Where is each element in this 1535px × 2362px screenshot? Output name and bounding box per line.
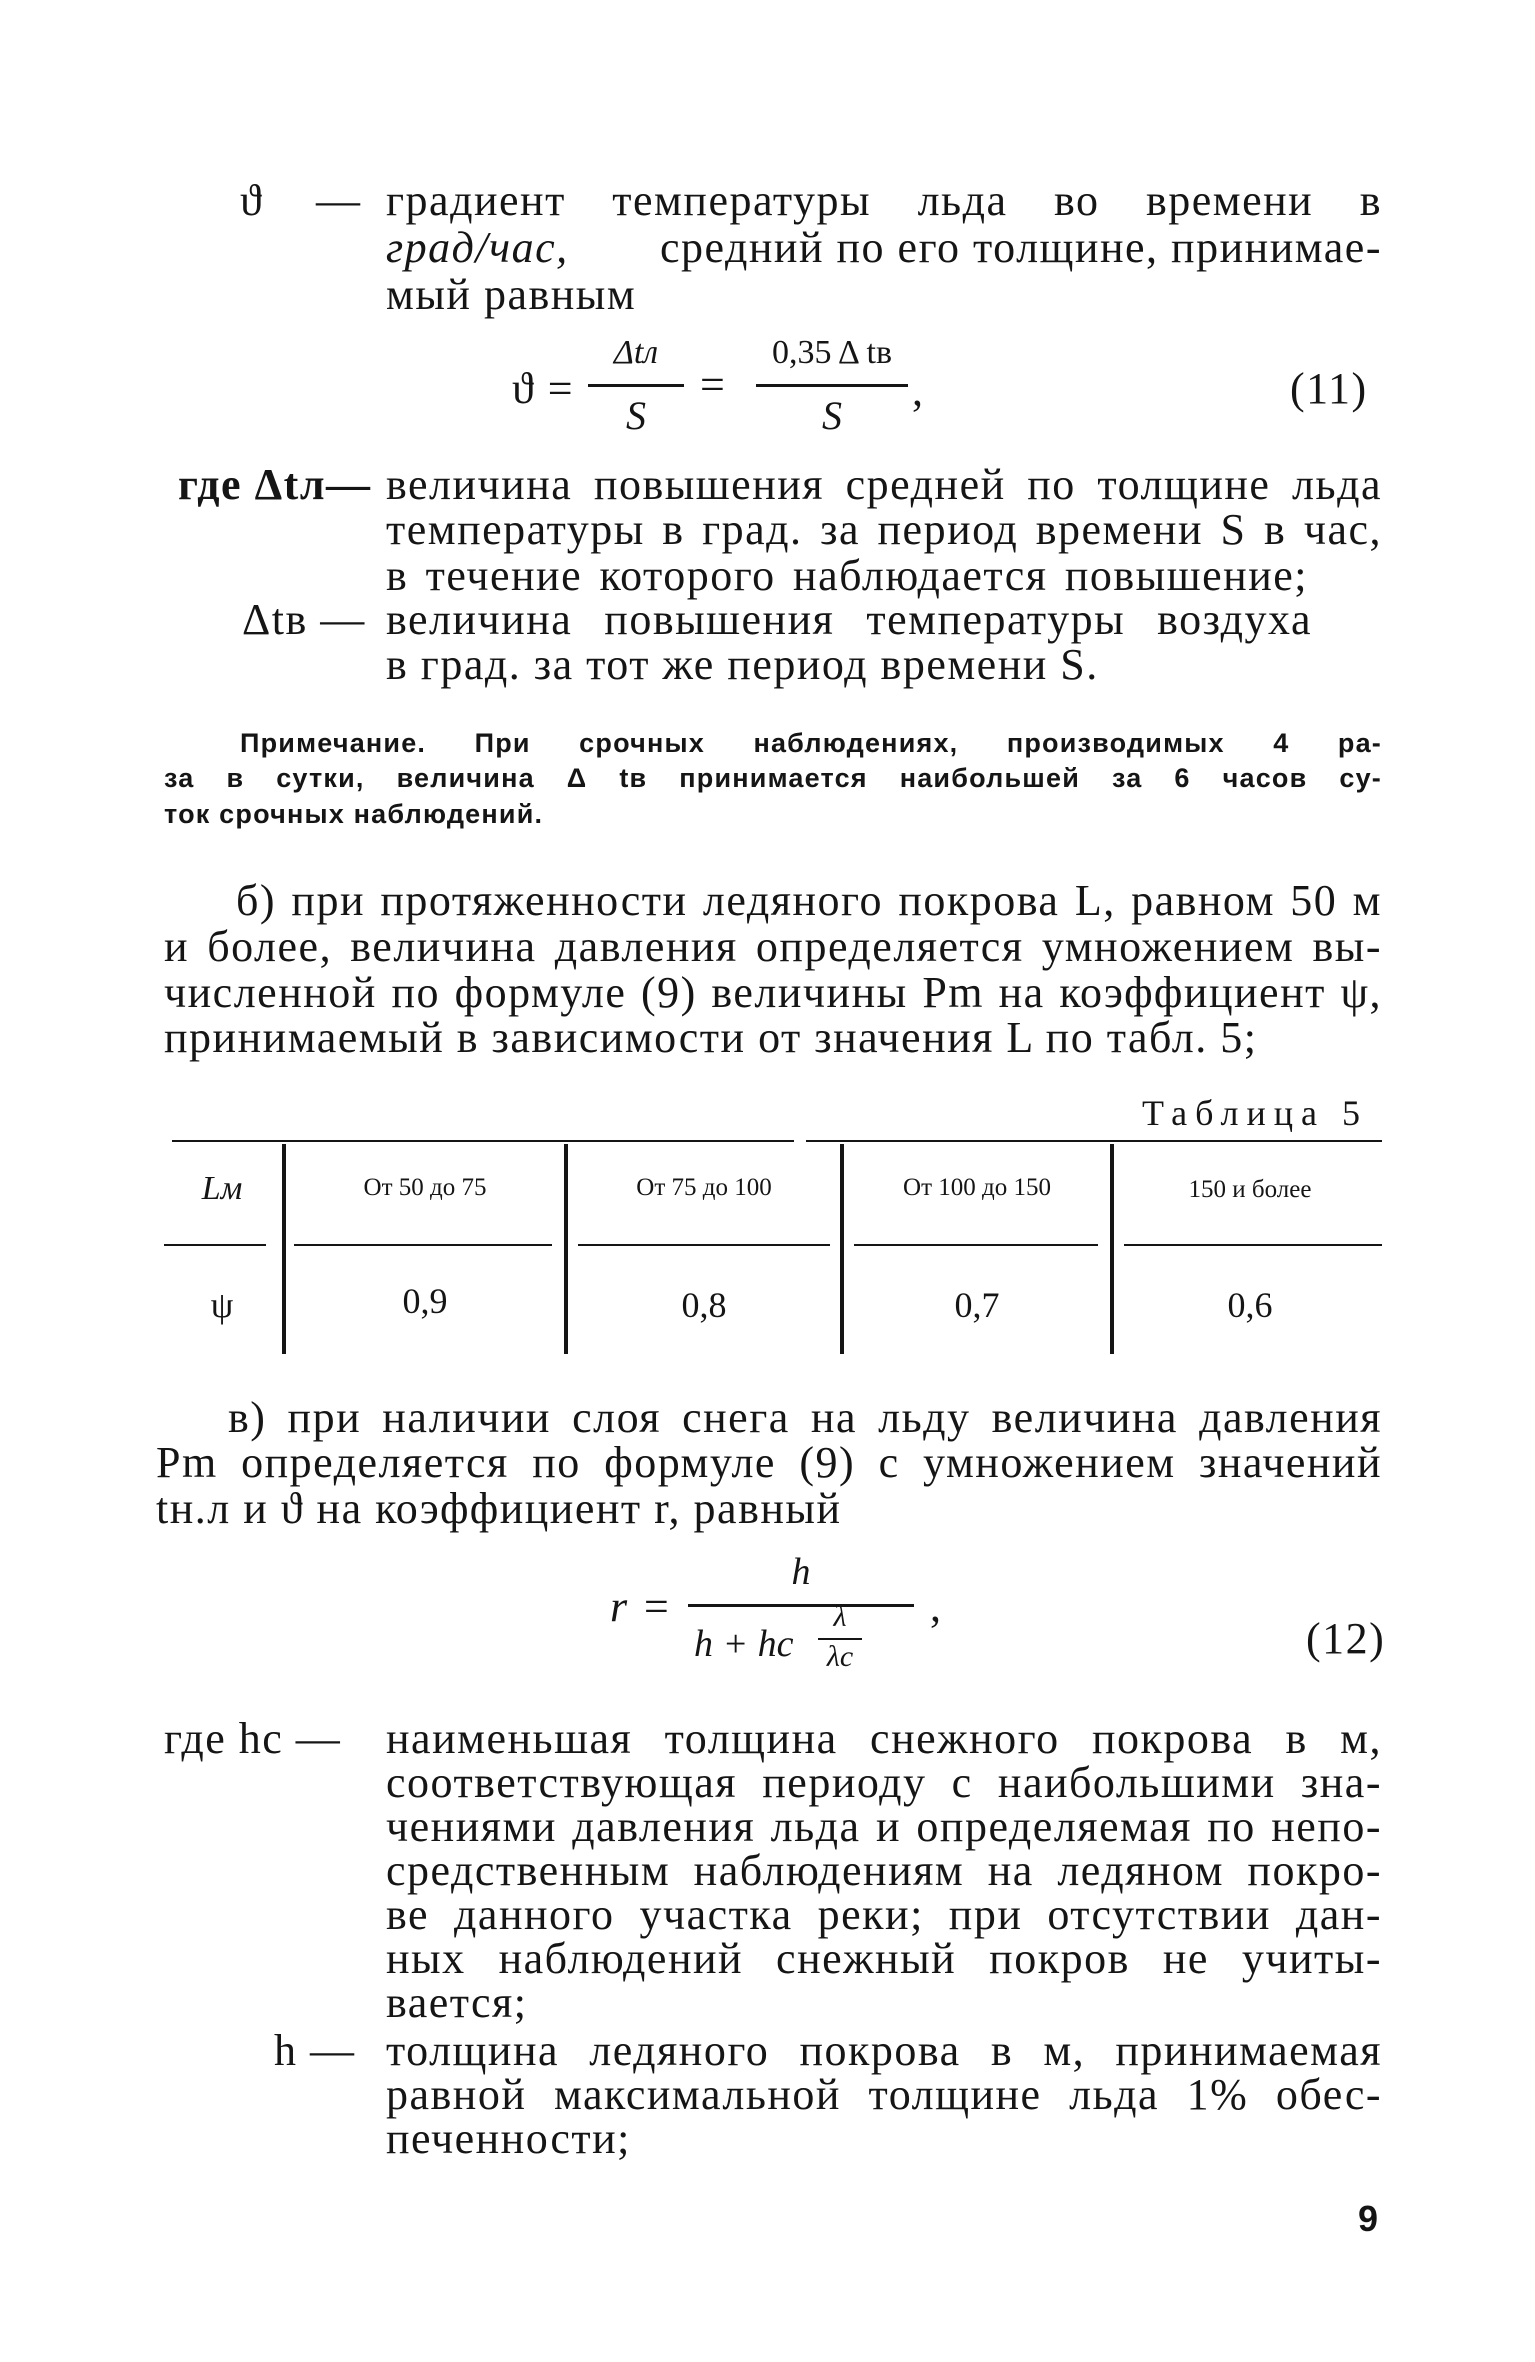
table-header-cell: От 100 до 150 (903, 1174, 1051, 1201)
unit-italic: град/час, (386, 223, 569, 272)
table-mid-rule (578, 1244, 830, 1246)
table-top-rule-right (806, 1140, 1382, 1142)
para-b-line-2: и более, величина давления определяется умножением вы- (164, 922, 1382, 971)
formula-12-bar (688, 1604, 914, 1607)
formula-11-num2: 0,35 Δ tв (771, 334, 893, 371)
table-header-cell: 150 и более (1188, 1176, 1312, 1203)
note-line-3: ток срочных наблюдений. (164, 799, 544, 829)
theta-symbol: ϑ (240, 176, 264, 225)
table-value-cell: 0,8 (681, 1285, 727, 1325)
where-label-hc: где hс — (164, 1714, 342, 1763)
formula-12-comma: , (930, 1582, 943, 1631)
note-line-1: Примечание. При срочных наблюдениях, производимых 4 ра- (240, 728, 1382, 758)
theta-def-line-1: градиент температуры льда во времени в (386, 176, 1382, 225)
table-row-header-l: Lм (201, 1170, 243, 1207)
formula-11-bar2 (756, 384, 908, 387)
table-col-divider (840, 1144, 844, 1354)
note-line-2: за в сутки, величина Δ tв принимается наибольшей за 6 часов су- (164, 763, 1382, 793)
where-2-line-2: соответствующая периоду с наибольшими зна- (386, 1758, 1382, 1807)
formula-11-comma: , (912, 366, 925, 415)
page-number: 9 (1358, 2198, 1379, 2239)
where-1-line-1: величина повышения средней по толщине льда (386, 460, 1382, 509)
table-mid-rule (1124, 1244, 1382, 1246)
para-v-line-2: Pm определяется по формуле (9) с умножением значений (156, 1438, 1382, 1487)
para-b-line-4: принимаемый в зависимости от значения L по табл. 5; (164, 1013, 1258, 1062)
formula-12-den: h + hс (694, 1623, 794, 1665)
where-label-h: h — (274, 2026, 356, 2075)
where-2-line-10: печенности; (386, 2114, 631, 2163)
definition-dash: — (316, 176, 362, 225)
formula-11-lhs: ϑ = (512, 364, 575, 413)
formula-12-number: (12) (1306, 1614, 1386, 1663)
table-row-header-psi: ψ (210, 1285, 234, 1325)
formula-12-lhs: r = (610, 1582, 673, 1631)
where-1-line-5: в град. за тот же период времени S. (386, 640, 1099, 689)
table-col-divider (1110, 1144, 1114, 1354)
where-2-line-3: чениями давления льда и определяемая по непо- (386, 1802, 1382, 1851)
formula-11-number: (11) (1290, 364, 1368, 413)
theta-def-line-3: мый равным (386, 270, 637, 319)
table-header-cell: От 50 до 75 (363, 1174, 487, 1201)
where-2-line-1: наименьшая толщина снежного покрова в м, (386, 1714, 1382, 1763)
para-b-line-1: б) при протяженности ледяного покрова L, равном 50 м (236, 876, 1382, 925)
table-caption: Таблица 5 (1142, 1093, 1368, 1133)
table-header-cell: От 75 до 100 (636, 1174, 772, 1201)
formula-11-bar1 (588, 384, 684, 387)
formula-12-inner-den: λс (826, 1640, 854, 1673)
para-v-line-3: tн.л и ϑ на коэффициент r, равный (156, 1484, 842, 1533)
formula-11-eq: = (700, 360, 727, 409)
table-value-cell: 0,7 (954, 1285, 1000, 1325)
table-col-divider (282, 1144, 286, 1354)
formula-11-den2: S (822, 393, 842, 438)
where-2-line-4: средственным наблюдениям на ледяном покро- (386, 1846, 1382, 1895)
where-2-line-8: толщина ледяного покрова в м, принимаемая (386, 2026, 1382, 2075)
where-1-line-3: в течение которого наблюдается повышение; (386, 551, 1308, 600)
formula-12-num: h (791, 1551, 811, 1593)
where-2-line-9: равной максимальной толщине льда 1% обес- (386, 2070, 1382, 2119)
table-mid-rule (854, 1244, 1098, 1246)
para-b-line-3: численной по формуле (9) величины Pm на коэффициент ψ, (164, 968, 1382, 1017)
theta-def-line-2 (386, 225, 1382, 271)
table-mid-rule (164, 1244, 266, 1246)
table-col-divider (564, 1144, 568, 1354)
where-label-delta-tl: где Δtл— (178, 460, 372, 509)
formula-12-inner-num: λ (833, 1600, 847, 1633)
where-1-line-4: величина повышения температуры воздуха (386, 595, 1312, 644)
formula-11-num1: Δtл (613, 334, 659, 371)
where-2-line-6: ных наблюдений снежный покров не учиты- (386, 1934, 1382, 1983)
theta-def-line-2-rest: средний по его толщине, принимае- (659, 223, 1382, 272)
where-2-line-5: ве данного участка реки; при отсутствии дан- (386, 1890, 1382, 1939)
para-v-line-1: в) при наличии слоя снега на льду величина давления (228, 1393, 1382, 1442)
where-2-line-7: вается; (386, 1978, 528, 2027)
table-top-rule (172, 1140, 794, 1142)
table-value-cell: 0,9 (402, 1281, 448, 1321)
formula-11-den1: S (626, 393, 646, 438)
where-label-delta-tv: Δtв — (242, 595, 366, 644)
table-value-cell: 0,6 (1227, 1285, 1273, 1325)
where-1-line-2: температуры в град. за период времени S в час, (386, 505, 1382, 554)
table-mid-rule (294, 1244, 552, 1246)
